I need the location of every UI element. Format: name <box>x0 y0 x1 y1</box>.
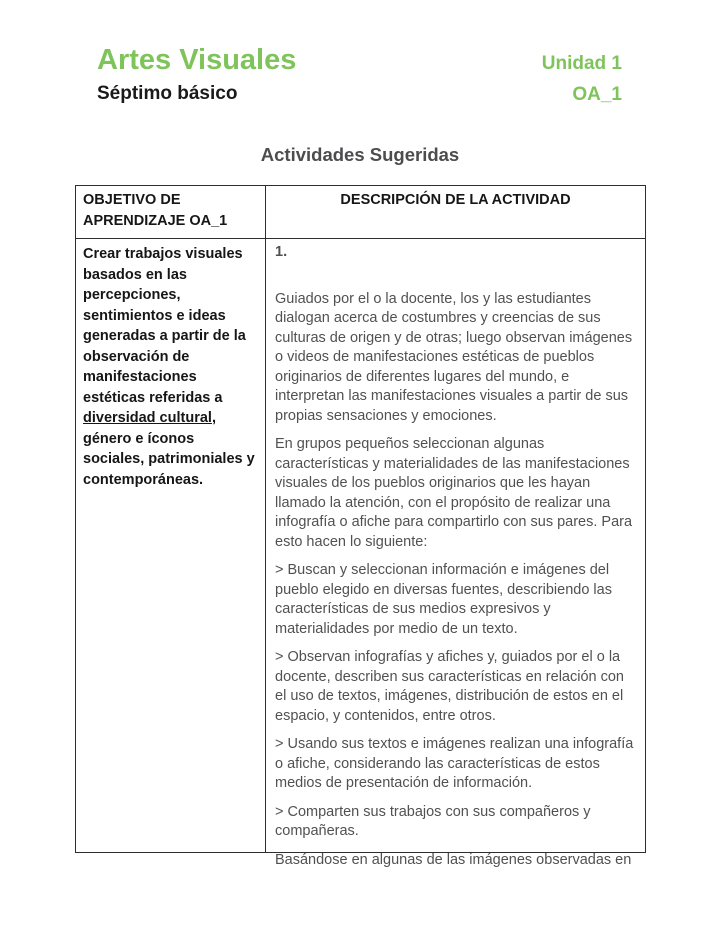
page-title: Actividades Sugeridas <box>260 144 460 165</box>
document-header-right <box>542 53 622 105</box>
objective-column-header: OBJETIVO DE APRENDIZAJE OA_1 <box>76 186 266 239</box>
activity-paragraph: En grupos pequeños seleccionan algunas características y materialidades de las manifestaciones visuales de los pueblos originarios que les hayan llamado la atención, con el propósito de realizar una infografía o afiche para compartirlo con sus pares. Para esto hacen lo siguiente: <box>275 436 633 550</box>
activity-paragraph-clipped: Basándose en algunas de las imágenes observadas en <box>275 851 632 868</box>
document-header-left <box>97 44 296 105</box>
activity-bullet: > Buscan y seleccionan información e imágenes del pueblo elegido en diversas fuentes, describiendo las características de sus medios expresivos y materialidades por medio de un texto. <box>275 562 612 637</box>
objective-text-after: , género e íconos sociales, patrimoniales y contemporáneas. <box>83 410 255 488</box>
activity-description-cell <box>266 239 646 868</box>
activity-bullet: > Comparten sus trabajos con sus compañeros y compañeras. <box>275 803 591 839</box>
activity-paragraph: Guiados por el o la docente, los y las estudiantes dialogan acerca de costumbres y creencias de sus culturas de origen y de otras; luego observan imágenes o videos de manifestaciones estéticas de pueblos originarios de diferentes lugares del mundo, e interpretan las manifestaciones visuales a partir de sus propias sensaciones y emociones. <box>275 290 633 424</box>
grade-subtitle: Séptimo básico <box>97 83 238 104</box>
activity-bullet: > Observan infografías y afiches y, guiados por el o la docente, describen sus características en relación con el uso de textos, imágenes, distribución de estos en el espacio, y contenidos, entre otros. <box>275 649 624 724</box>
activity-text-block <box>275 243 636 868</box>
subject-title: Artes Visuales <box>97 44 297 76</box>
table-content-row <box>76 239 646 853</box>
description-column-header: DESCRIPCIÓN DE LA ACTIVIDAD <box>266 186 646 239</box>
objective-text-underlined: diversidad cultural <box>83 410 212 426</box>
learning-objective-cell <box>76 239 266 853</box>
unit-label: Unidad 1 <box>541 53 622 74</box>
suggested-activities-table <box>75 185 646 868</box>
activity-number: 1. <box>275 244 288 260</box>
objective-text-before: Crear trabajos visuales basados en las percepciones, sentimientos e ideas generadas a partir de la observación de manifestaciones estéticas referidas a <box>83 246 246 406</box>
oa-code-label: OA_1 <box>572 84 622 105</box>
table-header-row <box>76 186 646 239</box>
activity-bullet: > Usando sus textos e imágenes realizan una infografía o afiche, considerando las características de estos medios de presentación de información. <box>275 736 634 791</box>
